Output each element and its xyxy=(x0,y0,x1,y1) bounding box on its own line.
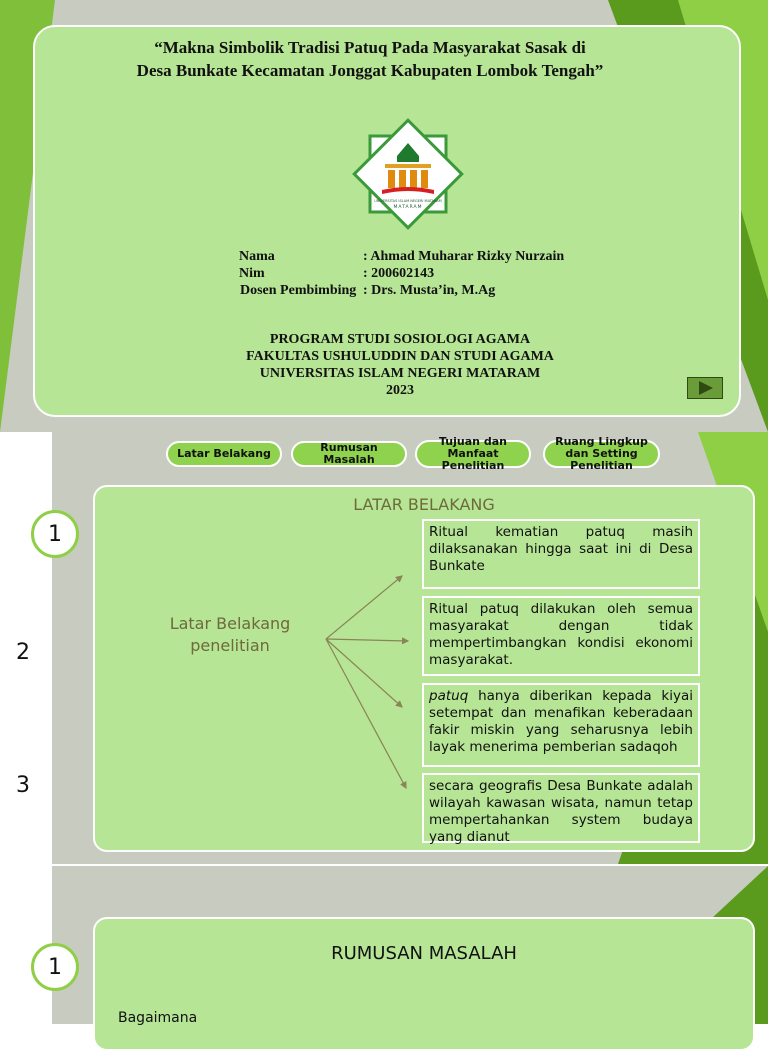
info-value-nim: : 200602143 xyxy=(363,266,435,281)
tab-tujuan-manfaat[interactable]: Tujuan dan Manfaat Penelitian xyxy=(415,440,531,468)
step-2-number[interactable]: 2 xyxy=(16,640,30,665)
university-logo xyxy=(352,118,464,230)
reason-box-1: Ritual kematian patuq masih dilaksanakan hingga saat ini di Desa Bunkate xyxy=(422,519,700,589)
tab-rumusan-masalah[interactable]: Rumusan Masalah xyxy=(291,441,407,467)
info-label-supervisor: Dosen Pembimbing xyxy=(240,283,357,298)
faculty-line: FAKULTAS USHULUDDIN DAN STUDI AGAMA xyxy=(246,349,554,364)
step-1-circle[interactable]: 1 xyxy=(31,943,79,991)
tab-ruang-lingkup[interactable]: Ruang Lingkup dan Setting Penelitian xyxy=(543,440,660,468)
step-1-circle[interactable]: 1 xyxy=(31,510,79,558)
tab-latar-belakang[interactable]: Latar Belakang xyxy=(166,441,282,467)
play-icon xyxy=(688,378,722,398)
center-label: Latar Belakang penelitian xyxy=(169,614,291,655)
reason-box-2: Ritual patuq dilakukan oleh semua masyarakat dengan tidak mempertimbangkan kondisi ekonomi masyarakat. xyxy=(422,596,700,676)
reason-box-4: secara geografis Desa Bunkate adalah wilayah kawasan wisata, namun tetap mempertahankan system budaya yang dianut xyxy=(422,773,700,843)
reason-box-3 xyxy=(422,683,700,767)
university-line: UNIVERSITAS ISLAM NEGERI MATARAM xyxy=(259,366,541,381)
title-line-2: Desa Bunkate Kecamatan Jonggat Kabupaten Lombok Tengah” xyxy=(136,61,604,80)
thesis-title xyxy=(90,36,650,82)
patuq-italic: patuq xyxy=(429,688,469,704)
info-label-name: Nama xyxy=(239,249,275,264)
section-title: LATAR BELAKANG xyxy=(353,495,495,514)
reason-box-3-text: hanya diberikan kepada kiyai setempat dan menafikan keberadaan fakir miskin yang seharusnya lebih layak menerima pemberian sadaqoh xyxy=(429,688,693,755)
info-value-name: : Ahmad Muharar Rizky Nurzain xyxy=(363,249,565,264)
logo-caption-small: MATARAM xyxy=(393,205,423,210)
logo-caption: UNIVERSITAS ISLAM NEGERI MATARAM xyxy=(374,199,442,203)
section-title: RUMUSAN MASALAH xyxy=(331,943,517,964)
program-line: PROGRAM STUDI SOSIOLOGI AGAMA xyxy=(269,332,531,347)
program-block xyxy=(200,331,600,399)
year-line: 2023 xyxy=(386,383,414,398)
connector-arrows xyxy=(320,570,415,795)
question-text: Bagaimana xyxy=(118,1010,198,1026)
info-value-supervisor: : Drs. Musta’in, M.Ag xyxy=(363,283,496,298)
title-line-1: “Makna Simbolik Tradisi Patuq Pada Masyarakat Sasak di xyxy=(154,38,586,57)
info-label-nim: Nim xyxy=(239,266,265,281)
next-slide-button[interactable] xyxy=(687,377,723,399)
step-3-number[interactable]: 3 xyxy=(16,773,30,798)
rumusan-masalah-card xyxy=(93,917,755,1051)
